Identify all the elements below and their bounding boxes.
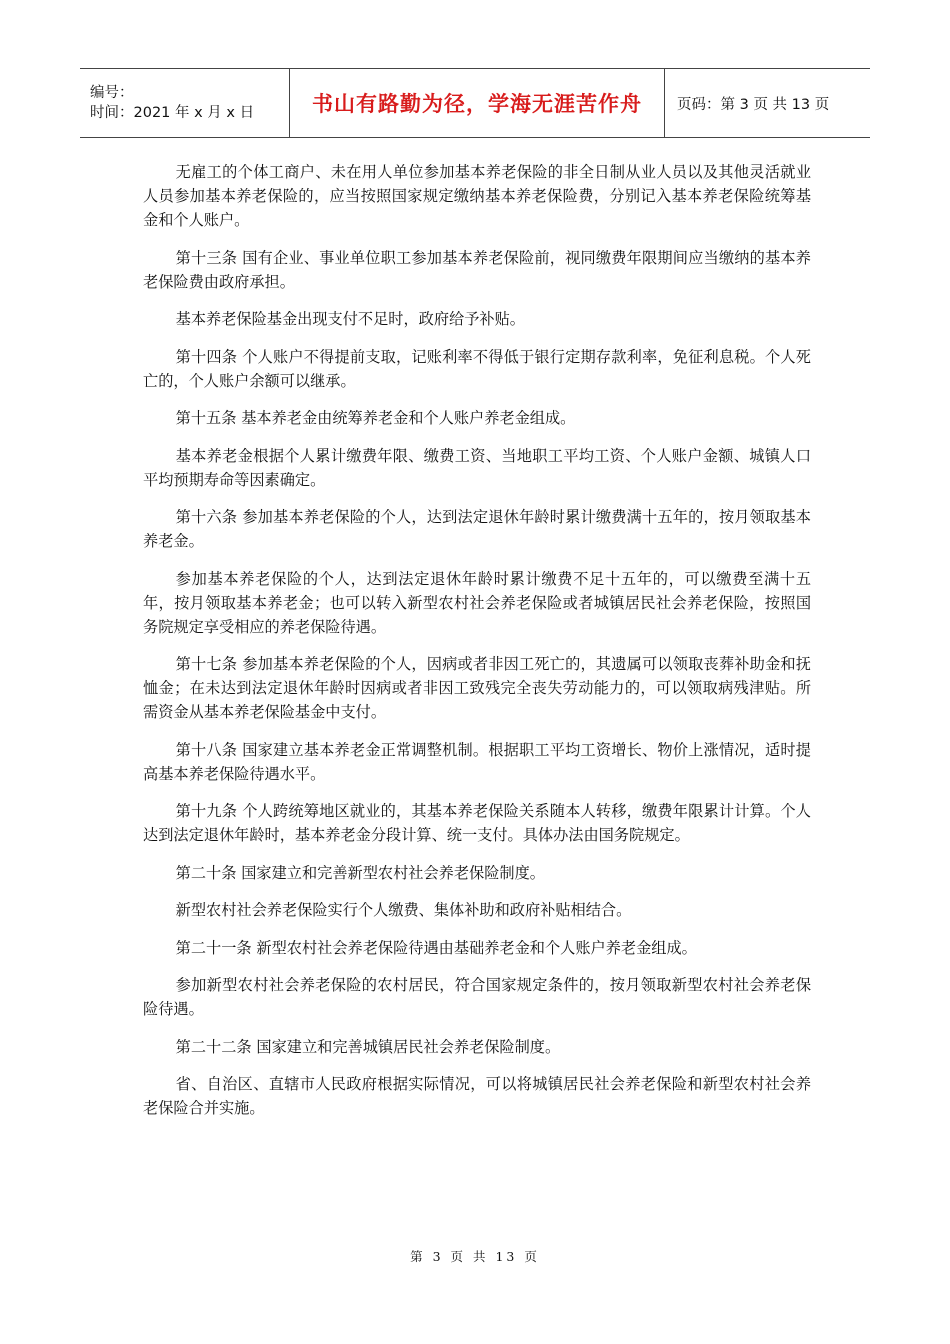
time-label: 时间：2021 年 x 月 x 日 bbox=[90, 105, 255, 121]
paragraph: 省、自治区、直辖市人民政府根据实际情况，可以将城镇居民社会养老保险和新型农村社会养老保险合并实施。 bbox=[143, 1075, 811, 1117]
page-info-text: 页码：第 3 页 共 13 页 bbox=[677, 96, 830, 113]
header-motto: 书山有路勤为径，学海无涯苦作舟 bbox=[312, 92, 642, 116]
paragraph: 第十九条 个人跨统筹地区就业的，其基本养老保险关系随本人转移，缴费年限累计计算。个人达到法定退休年龄时，基本养老金分段计算、统一支付。具体办法由国务院规定。 bbox=[143, 802, 811, 844]
paragraph: 参加基本养老保险的个人，达到法定退休年龄时累计缴费不足十五年的，可以缴费至满十五年，按月领取基本养老金；也可以转入新型农村社会养老保险或者城镇居民社会养老保险，按照国务院规定享受相应的养老保险待遇。 bbox=[143, 569, 811, 636]
paragraph: 第二十条 国家建立和完善新型农村社会养老保险制度。 bbox=[175, 863, 545, 882]
paragraph: 新型农村社会养老保险实行个人缴费、集体补助和政府补贴相结合。 bbox=[175, 901, 632, 919]
paragraph: 第十七条 参加基本养老保险的个人，因病或者非因工死亡的，其遗属可以领取丧葬补助金和抚恤金；在未达到法定退休年龄时因病或者非因工致残完全丧失劳动能力的，可以领取病残津贴。所需资金从基本养老保险基金中支付。 bbox=[143, 655, 811, 721]
paragraph: 第十四条 个人账户不得提前支取，记账利率不得低于银行定期存款利率，免征利息税。个人死亡的，个人账户余额可以继承。 bbox=[143, 347, 811, 390]
page-footer bbox=[0, 1247, 950, 1265]
document-body bbox=[143, 160, 811, 1134]
header-page-info bbox=[665, 69, 829, 137]
paragraph: 第十八条 国家建立基本养老金正常调整机制。根据职工平均工资增长、物价上涨情况，适时提高基本养老保险待遇水平。 bbox=[143, 740, 811, 783]
header-meta bbox=[80, 69, 290, 137]
paragraph: 第二十二条 国家建立和完善城镇居民社会养老保险制度。 bbox=[175, 1037, 561, 1056]
header-motto-cell bbox=[290, 69, 665, 137]
serial-number-label: 编号： bbox=[90, 85, 134, 101]
paragraph: 基本养老金根据个人累计缴费年限、缴费工资、当地职工平均工资、个人账户金额、城镇人口平均预期寿命等因素确定。 bbox=[143, 446, 811, 489]
paragraph: 无雇工的个体工商户、未在用人单位参加基本养老保险的非全日制从业人员以及其他灵活就业人员参加基本养老保险的，应当按照国家规定缴纳基本养老保险费，分别记入基本养老保险统筹基金和个人账户。 bbox=[143, 163, 811, 229]
page-header bbox=[80, 68, 870, 138]
paragraph: 第十三条 国有企业、事业单位职工参加基本养老保险前，视同缴费年限期间应当缴纳的基本养老保险费由政府承担。 bbox=[143, 248, 811, 291]
paragraph: 第二十一条 新型农村社会养老保险待遇由基础养老金和个人账户养老金组成。 bbox=[175, 938, 697, 957]
paragraph: 基本养老保险基金出现支付不足时，政府给予补贴。 bbox=[175, 310, 525, 328]
paragraph: 第十五条 基本养老金由统筹养老金和个人账户养老金组成。 bbox=[175, 409, 576, 427]
paragraph: 第十六条 参加基本养老保险的个人，达到法定退休年龄时累计缴费满十五年的，按月领取基本养老金。 bbox=[143, 508, 811, 550]
footer-page-number: 第 3 页 共 13 页 bbox=[410, 1249, 540, 1264]
paragraph: 参加新型农村社会养老保险的农村居民，符合国家规定条件的，按月领取新型农村社会养老保险待遇。 bbox=[143, 976, 811, 1018]
